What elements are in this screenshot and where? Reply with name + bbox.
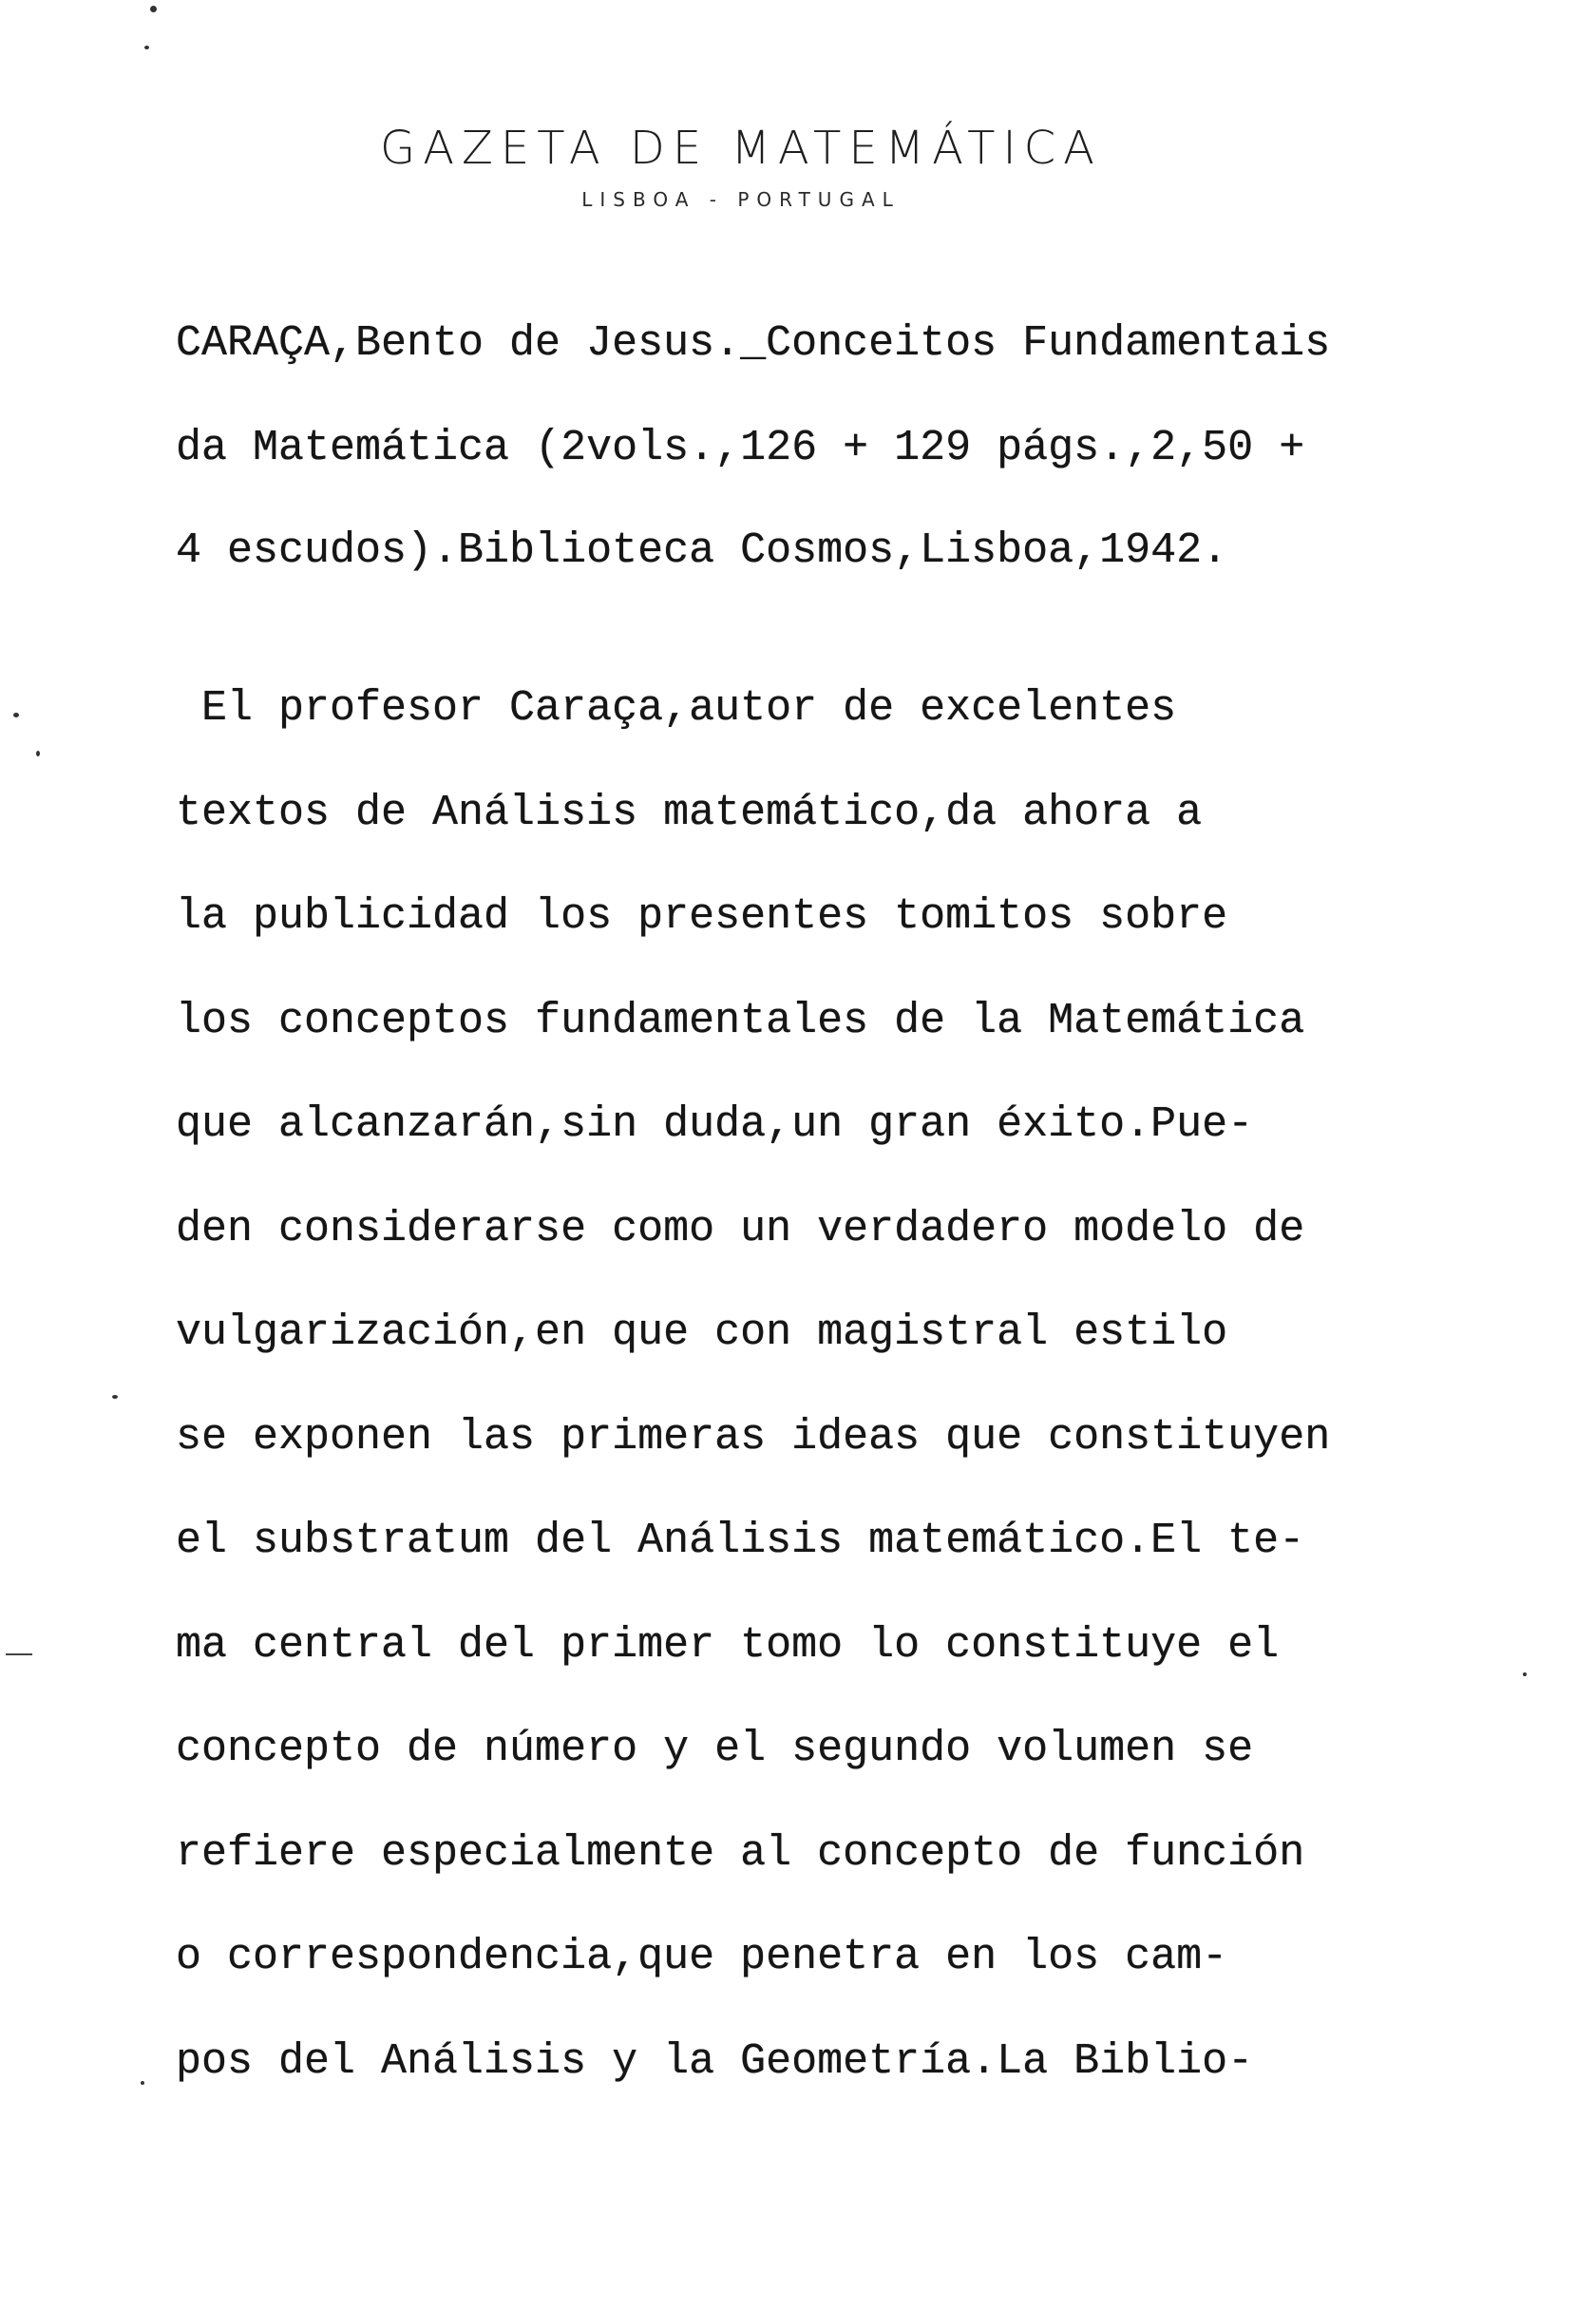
review-line: pos del Análisis y la Geometría.La Biblio- [176,2037,1254,2086]
review-line: El profesor Caraça,autor de excelentes [176,684,1177,733]
review-line: den considerarse como un verdadero modelo de [176,1205,1305,1253]
review-line: se exponen las primeras ideas que constituyen [176,1413,1331,1461]
letterhead [0,122,1482,211]
review-line: textos de Análisis matemático,da ahora a [176,789,1203,837]
reference-line: 4 escudos).Biblioteca Cosmos,Lisboa,1942. [176,526,1228,575]
review-line: refiere especialmente al concepto de función [176,1829,1305,1878]
scan-speck [112,1395,118,1399]
scan-speck [141,2081,144,2085]
reference-line: CARAÇA,Bento de Jesus._Conceitos Fundamentais [176,319,1331,368]
review-line: vulgarización,en que con magistral estilo [176,1308,1228,1357]
journal-title: GAZETA DE MATEMÁTICA [380,122,1102,175]
scan-speck [150,6,157,12]
journal-location: LISBOA - PORTUGAL [581,188,901,211]
scan-speck [13,713,19,717]
scan-speck [36,751,40,756]
review-line: ma central del primer tomo lo constituye el [176,1621,1280,1670]
review-line: el substratum del Análisis matemático.El te- [176,1517,1305,1565]
review-line: o correspondencia,que penetra en los cam- [176,1933,1228,1981]
review-line: que alcanzarán,sin duda,un gran éxito.Pue- [176,1100,1254,1149]
review-text [176,684,1331,2086]
bibliographic-reference [176,319,1331,575]
review-line: la publicidad los presentes tomitos sobre [176,892,1228,941]
scan-speck [144,46,149,49]
scan-speck [1523,1672,1527,1676]
scan-mark [6,1653,32,1655]
review-line: los conceptos fundamentales de la Matemática [176,997,1305,1045]
review-line: concepto de número y el segundo volumen se [176,1725,1254,1773]
reference-line: da Matemática (2vols.,126 + 129 págs.,2,50 + [176,424,1305,472]
